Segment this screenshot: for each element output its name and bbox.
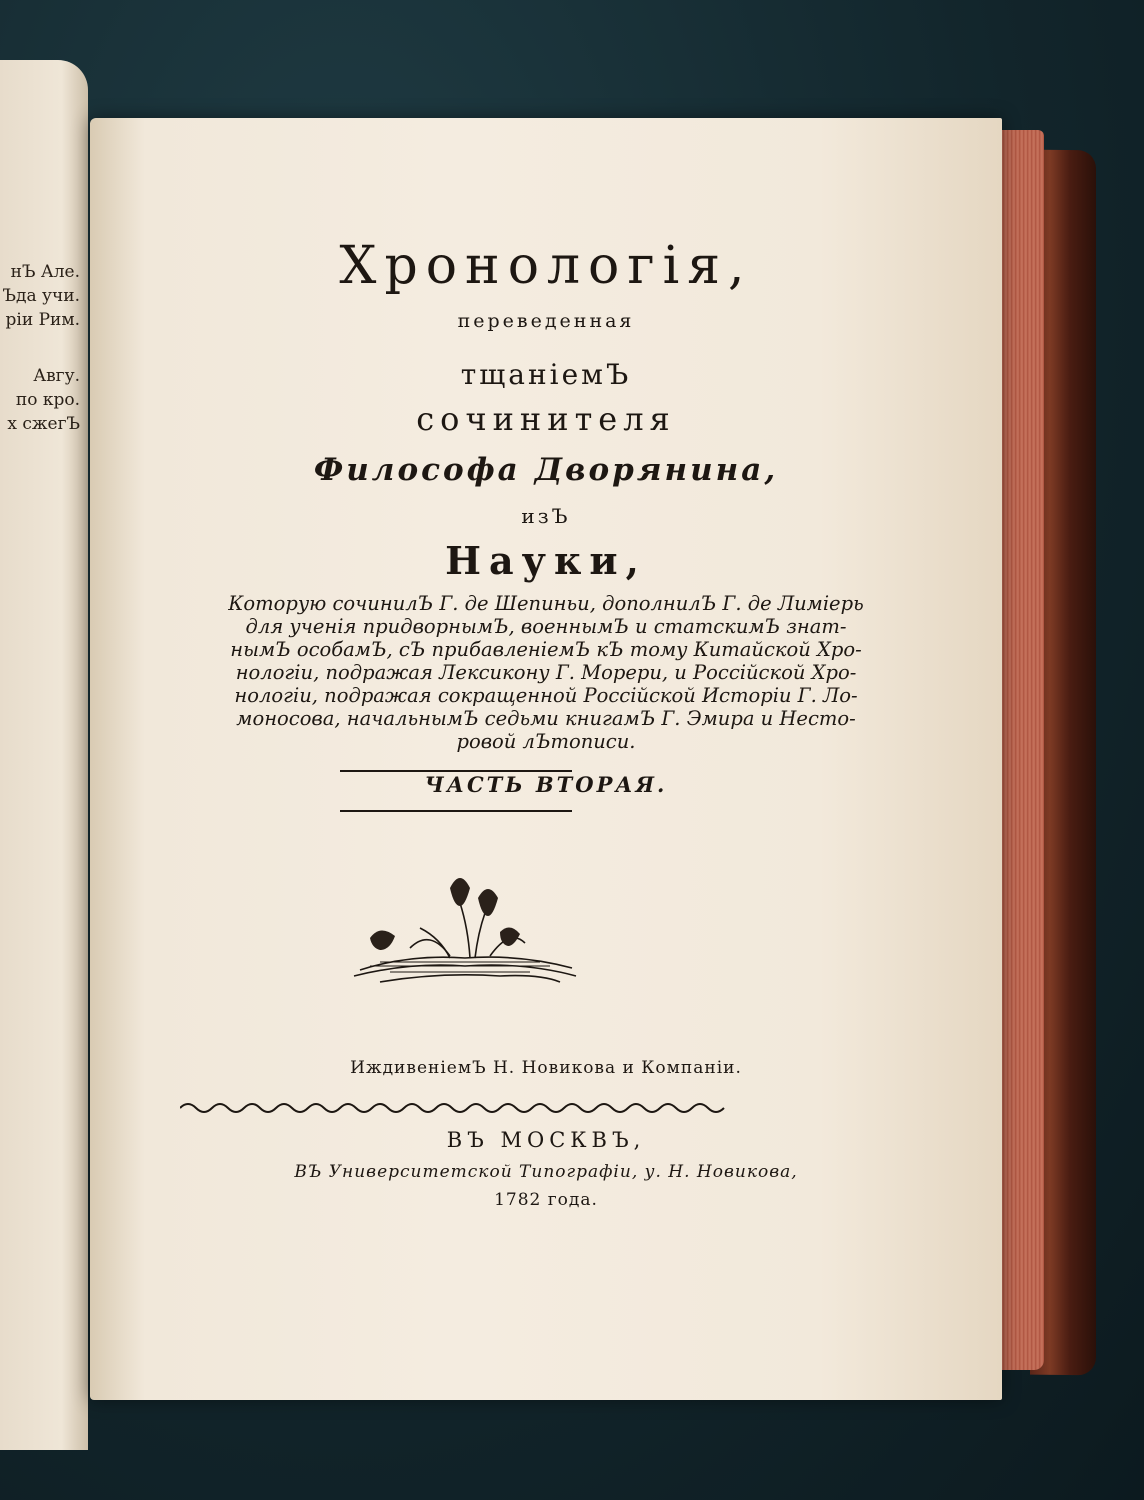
year-line: 1782 года.	[494, 1190, 598, 1210]
page-edges	[996, 130, 1044, 1370]
press-line: ВЪ Университетской Типографiи, у. Н. Новикова,	[294, 1162, 798, 1182]
title-page	[90, 118, 1002, 1400]
description-line: ровой лЪтописи.	[456, 730, 636, 753]
page-title: Хронологiя,	[339, 236, 753, 296]
description-line: нологiи, подражая сокращенной Россiйской Исторiи Г. Ло-	[234, 684, 858, 707]
subtitle-philosopher: Философа Дворянина,	[313, 452, 779, 488]
subtitle-effort: тщанiемЪ	[460, 358, 632, 391]
left-page-text	[0, 260, 80, 436]
description-line: моносова, начальнымЪ седьми книгамЪ Г. Эмира и Несто-	[236, 707, 856, 730]
left-line: Ъда учи.	[2, 286, 80, 306]
left-line: рiи Рим.	[5, 310, 80, 330]
description-line: Которую сочинилЪ Г. де Шепиньи, дополнилЪ Г. де Лимiерь	[228, 592, 864, 615]
left-line: х сжегЪ	[7, 414, 80, 434]
description-line: нымЪ особамЪ, сЪ прибавленiемЪ кЪ тому Китайской Хро-	[230, 638, 862, 661]
subtitle-science: Науки,	[445, 538, 647, 583]
subtitle-author: сочинителя	[416, 400, 676, 438]
subtitle-translated: переведенная	[457, 310, 635, 332]
description-block	[90, 592, 1002, 753]
subtitle-from: изЪ	[521, 504, 571, 528]
bottom-rule	[340, 810, 572, 812]
left-line: по кро.	[15, 390, 80, 410]
left-facing-page	[0, 60, 88, 1450]
description-line: для ученiя придворнымЪ, военнымЪ и статскимЪ знат-	[245, 615, 847, 638]
scroll-border-icon	[180, 1100, 730, 1116]
description-line: нологiи, подражая Лексикону Г. Морери, и Россiйской Хро-	[235, 661, 857, 684]
left-line	[0, 332, 80, 364]
left-line: Авгу.	[33, 366, 80, 386]
publisher-line: ИждивенiемЪ Н. Новикова и Компанiи.	[350, 1058, 742, 1078]
left-line: нЪ Але.	[10, 262, 80, 282]
city-line: ВЪ МОСКВЪ,	[446, 1128, 646, 1152]
tulip-vignette-icon	[350, 858, 580, 988]
part-heading: ЧАСТЬ ВТОРАЯ.	[424, 772, 668, 797]
